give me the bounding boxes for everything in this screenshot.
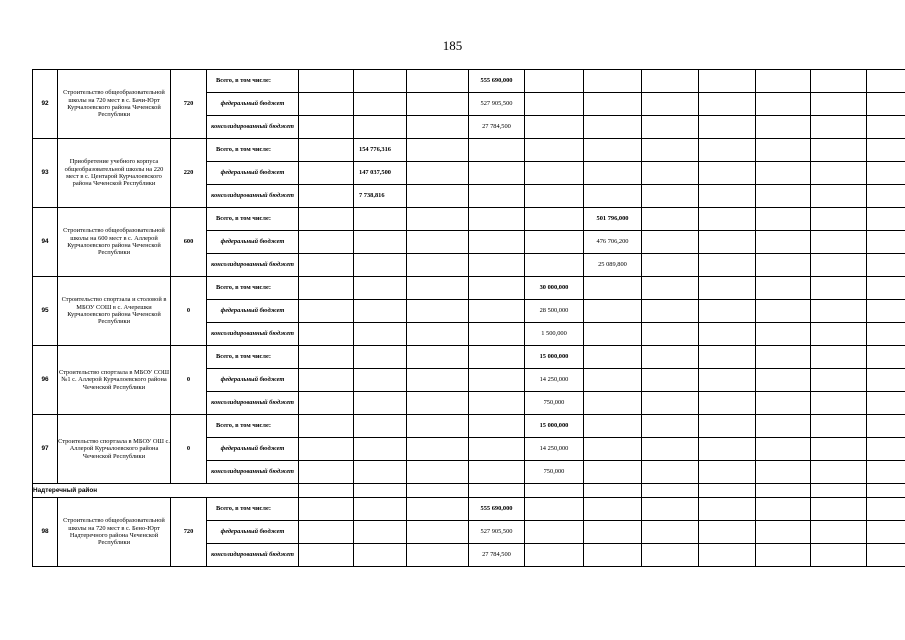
value-cell [407, 300, 469, 323]
budget-table [32, 69, 905, 567]
value-cell [299, 300, 354, 323]
capacity-cell: 0 [171, 415, 207, 484]
amount-cell: 7 738,816 [354, 185, 407, 208]
value-cell [407, 231, 469, 254]
value-cell [299, 208, 354, 231]
amount-cell: 476 706,200 [584, 231, 642, 254]
value-cell [699, 498, 756, 521]
value-cell [811, 461, 867, 484]
value-cell [584, 392, 642, 415]
value-cell [407, 544, 469, 567]
consolidated-budget-label: консолидированный бюджет [207, 323, 299, 346]
value-cell [584, 323, 642, 346]
value-cell [354, 415, 407, 438]
value-cell [699, 392, 756, 415]
value-cell [867, 231, 905, 254]
value-cell [756, 369, 811, 392]
row-number: 94 [33, 208, 58, 277]
amount-cell: 147 037,500 [354, 162, 407, 185]
value-cell [699, 369, 756, 392]
value-cell [299, 162, 354, 185]
table-row [33, 70, 905, 93]
value-cell [407, 323, 469, 346]
consolidated-budget-label: консолидированный бюджет [207, 254, 299, 277]
value-cell [756, 93, 811, 116]
value-cell [756, 185, 811, 208]
value-cell [407, 484, 469, 498]
value-cell [469, 254, 525, 277]
value-cell [584, 521, 642, 544]
value-cell [811, 93, 867, 116]
value-cell [756, 415, 811, 438]
value-cell [469, 300, 525, 323]
row-number: 92 [33, 70, 58, 139]
project-description: Строительство спортзала в МБОУ ОШ с. Аллерой Курчалоевского района Чеченской Республики [58, 415, 171, 484]
table-row [33, 346, 905, 369]
project-description: Строительство общеобразовательной школы на 720 мест в с. Бено-Юрт Надтеречного района Чеченской Республики [58, 498, 171, 567]
value-cell [299, 323, 354, 346]
amount-cell: 750,000 [525, 461, 584, 484]
value-cell [811, 300, 867, 323]
value-cell [299, 93, 354, 116]
value-cell [299, 346, 354, 369]
value-cell [699, 300, 756, 323]
table-row [33, 208, 905, 231]
value-cell [354, 93, 407, 116]
value-cell [299, 392, 354, 415]
consolidated-budget-label: консолидированный бюджет [207, 461, 299, 484]
value-cell [867, 498, 905, 521]
federal-budget-label: федеральный бюджет [207, 438, 299, 461]
value-cell [811, 185, 867, 208]
amount-cell: 25 089,800 [584, 254, 642, 277]
value-cell [407, 70, 469, 93]
value-cell [525, 116, 584, 139]
value-cell [407, 208, 469, 231]
value-cell [299, 139, 354, 162]
value-cell [354, 254, 407, 277]
value-cell [867, 116, 905, 139]
row-number: 98 [33, 498, 58, 567]
row-number: 96 [33, 346, 58, 415]
district-row [33, 484, 905, 498]
federal-budget-label: федеральный бюджет [207, 369, 299, 392]
project-description: Строительство общеобразовательной школы на 600 мест в с. Аллерой Курчалоевского района Чеченской Республики [58, 208, 171, 277]
capacity-cell: 0 [171, 277, 207, 346]
total-label: Всего, в том числе: [207, 70, 299, 93]
value-cell [867, 484, 905, 498]
value-cell [699, 438, 756, 461]
value-cell [299, 185, 354, 208]
value-cell [756, 498, 811, 521]
value-cell [525, 162, 584, 185]
value-cell [699, 185, 756, 208]
value-cell [407, 93, 469, 116]
value-cell [811, 498, 867, 521]
value-cell [354, 392, 407, 415]
capacity-cell: 720 [171, 498, 207, 567]
consolidated-budget-label: консолидированный бюджет [207, 392, 299, 415]
total-label: Всего, в том числе: [207, 277, 299, 300]
value-cell [811, 346, 867, 369]
consolidated-budget-label: консолидированный бюджет [207, 185, 299, 208]
value-cell [469, 139, 525, 162]
value-cell [699, 544, 756, 567]
value-cell [699, 93, 756, 116]
value-cell [811, 116, 867, 139]
value-cell [756, 208, 811, 231]
value-cell [525, 521, 584, 544]
value-cell [354, 484, 407, 498]
value-cell [354, 498, 407, 521]
value-cell [867, 162, 905, 185]
page-number: 185 [442, 38, 463, 53]
table-row [33, 139, 905, 162]
value-cell [407, 392, 469, 415]
capacity-cell: 0 [171, 346, 207, 415]
value-cell [354, 300, 407, 323]
value-cell [407, 415, 469, 438]
value-cell [756, 438, 811, 461]
amount-cell: 15 000,000 [525, 346, 584, 369]
project-description: Строительство спортзала и столовой в МБОУ СОШ в с. Ачерешки Курчалоевского района Чеченской Республики [58, 277, 171, 346]
value-cell [642, 300, 699, 323]
value-cell [354, 369, 407, 392]
total-label: Всего, в том числе: [207, 415, 299, 438]
table-row [33, 277, 905, 300]
value-cell [354, 323, 407, 346]
amount-cell: 527 905,500 [469, 521, 525, 544]
value-cell [407, 116, 469, 139]
value-cell [642, 323, 699, 346]
value-cell [699, 231, 756, 254]
value-cell [756, 162, 811, 185]
value-cell [584, 139, 642, 162]
value-cell [354, 70, 407, 93]
total-label: Всего, в том числе: [207, 208, 299, 231]
amount-cell: 14 250,000 [525, 438, 584, 461]
value-cell [584, 185, 642, 208]
value-cell [867, 369, 905, 392]
value-cell [299, 254, 354, 277]
capacity-cell: 600 [171, 208, 207, 277]
value-cell [299, 369, 354, 392]
value-cell [299, 498, 354, 521]
value-cell [811, 254, 867, 277]
value-cell [407, 185, 469, 208]
value-cell [699, 162, 756, 185]
value-cell [354, 277, 407, 300]
value-cell [584, 461, 642, 484]
value-cell [756, 392, 811, 415]
value-cell [699, 521, 756, 544]
district-name: Надтеречный район [33, 484, 299, 498]
value-cell [354, 231, 407, 254]
amount-cell: 14 250,000 [525, 369, 584, 392]
value-cell [584, 346, 642, 369]
amount-cell: 30 000,000 [525, 277, 584, 300]
value-cell [407, 461, 469, 484]
value-cell [525, 484, 584, 498]
amount-cell: 27 784,500 [469, 544, 525, 567]
value-cell [642, 254, 699, 277]
amount-cell: 555 690,000 [469, 498, 525, 521]
value-cell [699, 323, 756, 346]
value-cell [525, 544, 584, 567]
value-cell [642, 521, 699, 544]
value-cell [354, 116, 407, 139]
value-cell [584, 277, 642, 300]
consolidated-budget-label: консолидированный бюджет [207, 116, 299, 139]
value-cell [811, 392, 867, 415]
value-cell [756, 484, 811, 498]
value-cell [867, 438, 905, 461]
value-cell [699, 116, 756, 139]
value-cell [584, 544, 642, 567]
capacity-cell: 720 [171, 70, 207, 139]
project-description: Приобретение учебного корпуса общеобразовательной школы на 220 мест в с. Центарой Курчалоевского района Чеченской Республики [58, 139, 171, 208]
value-cell [642, 484, 699, 498]
value-cell [584, 369, 642, 392]
federal-budget-label: федеральный бюджет [207, 93, 299, 116]
consolidated-budget-label: консолидированный бюджет [207, 544, 299, 567]
value-cell [299, 116, 354, 139]
value-cell [811, 162, 867, 185]
value-cell [469, 323, 525, 346]
value-cell [525, 231, 584, 254]
value-cell [867, 300, 905, 323]
value-cell [584, 116, 642, 139]
total-label: Всего, в том числе: [207, 498, 299, 521]
value-cell [867, 346, 905, 369]
project-description: Строительство общеобразовательной школы на 720 мест в с. Бачи-Юрт Курчалоевского района Чеченской Республики [58, 70, 171, 139]
value-cell [469, 484, 525, 498]
value-cell [584, 438, 642, 461]
value-cell [811, 70, 867, 93]
value-cell [642, 369, 699, 392]
value-cell [642, 438, 699, 461]
value-cell [469, 461, 525, 484]
value-cell [867, 521, 905, 544]
value-cell [867, 392, 905, 415]
value-cell [584, 162, 642, 185]
value-cell [756, 70, 811, 93]
value-cell [299, 231, 354, 254]
value-cell [407, 162, 469, 185]
value-cell [811, 369, 867, 392]
value-cell [756, 116, 811, 139]
value-cell [407, 438, 469, 461]
value-cell [642, 139, 699, 162]
value-cell [469, 185, 525, 208]
value-cell [811, 277, 867, 300]
row-number: 97 [33, 415, 58, 484]
value-cell [525, 70, 584, 93]
capacity-cell: 220 [171, 139, 207, 208]
value-cell [525, 139, 584, 162]
table-row [33, 415, 905, 438]
table-row [33, 498, 905, 521]
value-cell [756, 231, 811, 254]
value-cell [469, 162, 525, 185]
value-cell [756, 139, 811, 162]
value-cell [811, 323, 867, 346]
value-cell [525, 254, 584, 277]
amount-cell: 15 000,000 [525, 415, 584, 438]
value-cell [354, 208, 407, 231]
value-cell [525, 185, 584, 208]
federal-budget-label: федеральный бюджет [207, 521, 299, 544]
value-cell [299, 415, 354, 438]
value-cell [469, 208, 525, 231]
value-cell [584, 300, 642, 323]
value-cell [699, 254, 756, 277]
value-cell [407, 521, 469, 544]
value-cell [811, 484, 867, 498]
value-cell [867, 208, 905, 231]
value-cell [299, 484, 354, 498]
value-cell [642, 498, 699, 521]
row-number: 93 [33, 139, 58, 208]
total-label: Всего, в том числе: [207, 139, 299, 162]
value-cell [699, 461, 756, 484]
value-cell [699, 484, 756, 498]
value-cell [867, 93, 905, 116]
value-cell [299, 461, 354, 484]
value-cell [867, 70, 905, 93]
value-cell [642, 415, 699, 438]
value-cell [642, 162, 699, 185]
value-cell [642, 208, 699, 231]
value-cell [354, 544, 407, 567]
value-cell [469, 369, 525, 392]
value-cell [469, 392, 525, 415]
value-cell [584, 415, 642, 438]
value-cell [642, 392, 699, 415]
value-cell [469, 346, 525, 369]
amount-cell: 527 905,500 [469, 93, 525, 116]
value-cell [469, 415, 525, 438]
value-cell [469, 277, 525, 300]
amount-cell: 555 690,000 [469, 70, 525, 93]
value-cell [699, 70, 756, 93]
value-cell [469, 438, 525, 461]
value-cell [642, 231, 699, 254]
value-cell [867, 185, 905, 208]
value-cell [407, 277, 469, 300]
value-cell [584, 70, 642, 93]
amount-cell: 28 500,000 [525, 300, 584, 323]
value-cell [642, 185, 699, 208]
federal-budget-label: федеральный бюджет [207, 300, 299, 323]
value-cell [525, 498, 584, 521]
value-cell [354, 346, 407, 369]
value-cell [354, 438, 407, 461]
amount-cell: 1 500,000 [525, 323, 584, 346]
value-cell [525, 208, 584, 231]
federal-budget-label: федеральный бюджет [207, 162, 299, 185]
value-cell [525, 93, 584, 116]
amount-cell: 501 796,000 [584, 208, 642, 231]
value-cell [299, 544, 354, 567]
value-cell [811, 438, 867, 461]
value-cell [756, 521, 811, 544]
value-cell [407, 139, 469, 162]
value-cell [299, 70, 354, 93]
value-cell [407, 369, 469, 392]
value-cell [354, 521, 407, 544]
row-number: 95 [33, 277, 58, 346]
value-cell [756, 277, 811, 300]
amount-cell: 154 776,316 [354, 139, 407, 162]
value-cell [642, 70, 699, 93]
value-cell [642, 346, 699, 369]
value-cell [299, 521, 354, 544]
value-cell [407, 498, 469, 521]
total-label: Всего, в том числе: [207, 346, 299, 369]
federal-budget-label: федеральный бюджет [207, 231, 299, 254]
value-cell [756, 461, 811, 484]
value-cell [584, 498, 642, 521]
value-cell [811, 139, 867, 162]
value-cell [756, 323, 811, 346]
value-cell [584, 93, 642, 116]
value-cell [469, 231, 525, 254]
value-cell [642, 277, 699, 300]
value-cell [867, 544, 905, 567]
value-cell [699, 415, 756, 438]
value-cell [699, 277, 756, 300]
value-cell [642, 93, 699, 116]
value-cell [811, 415, 867, 438]
value-cell [407, 346, 469, 369]
value-cell [642, 461, 699, 484]
value-cell [584, 484, 642, 498]
value-cell [811, 208, 867, 231]
value-cell [699, 208, 756, 231]
value-cell [642, 544, 699, 567]
value-cell [299, 438, 354, 461]
value-cell [756, 300, 811, 323]
value-cell [756, 346, 811, 369]
value-cell [867, 277, 905, 300]
value-cell [867, 415, 905, 438]
value-cell [756, 544, 811, 567]
value-cell [811, 544, 867, 567]
value-cell [867, 461, 905, 484]
value-cell [354, 461, 407, 484]
value-cell [811, 231, 867, 254]
value-cell [299, 277, 354, 300]
amount-cell: 27 784,500 [469, 116, 525, 139]
value-cell [642, 116, 699, 139]
value-cell [699, 139, 756, 162]
value-cell [867, 323, 905, 346]
project-description: Строительство спортзала в МБОУ СОШ №1 с. Аллерой Курчалоевского района Чеченской Республики [58, 346, 171, 415]
value-cell [699, 346, 756, 369]
value-cell [867, 139, 905, 162]
amount-cell: 750,000 [525, 392, 584, 415]
value-cell [811, 521, 867, 544]
value-cell [867, 254, 905, 277]
value-cell [756, 254, 811, 277]
value-cell [407, 254, 469, 277]
